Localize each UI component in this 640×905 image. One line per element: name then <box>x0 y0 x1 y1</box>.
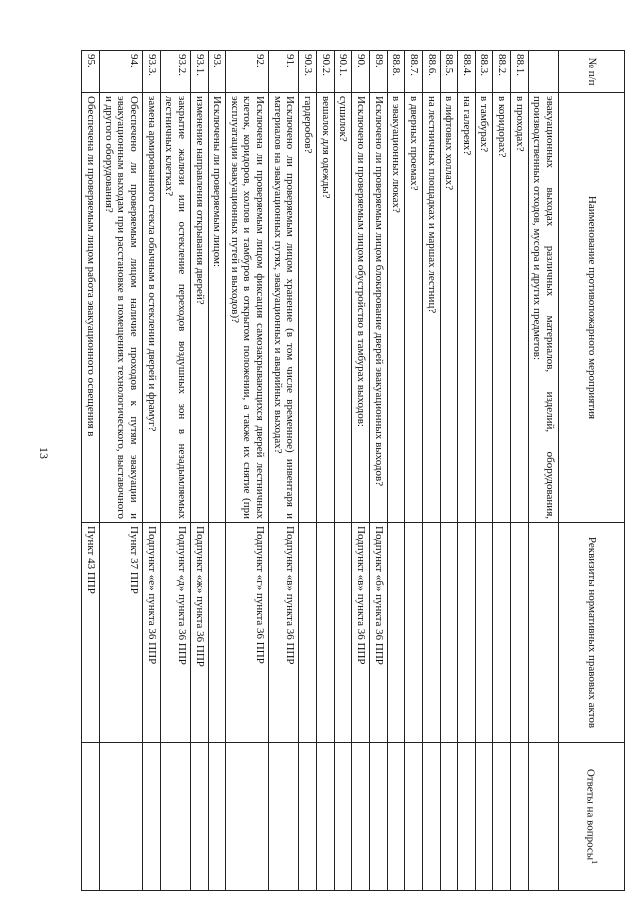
row-requisites: Подпункт «д» пункта 36 ППР <box>160 523 190 743</box>
table-row <box>405 51 423 891</box>
row-num: 93.1. <box>190 51 208 93</box>
row-num: 88.5. <box>440 51 458 93</box>
row-answer[interactable] <box>369 743 387 891</box>
row-name: Исключена ли проверяемым лицом фиксация самозакрывающихся дверей лестничных клеток, коридоров, холлов и тамбуров в открытом положении, а также их снятие (при эксплуатации эвакуационных путей и выходов)? <box>226 93 269 523</box>
table-row <box>334 51 352 891</box>
table-row <box>208 51 226 891</box>
row-num: 88.2. <box>493 51 511 93</box>
row-name: в дверных проемах? <box>405 93 423 523</box>
row-num: 88.8. <box>387 51 405 93</box>
row-requisites: Подпункт «ж» пункта 36 ППР <box>190 523 208 743</box>
row-num: 90.3. <box>299 51 317 93</box>
header-answers-label: Ответы на вопросы <box>584 768 597 861</box>
table-row <box>299 51 317 891</box>
row-requisites <box>528 523 558 743</box>
row-requisites <box>299 523 317 743</box>
row-num: 88.6. <box>422 51 440 93</box>
row-name: в тамбурах? <box>475 93 493 523</box>
table-header-row <box>559 51 625 891</box>
row-name: Исключено ли проверяемым лицом блокирование дверей эвакуационных выходов? <box>369 93 387 523</box>
row-requisites <box>511 523 529 743</box>
row-num: 88.4. <box>458 51 476 93</box>
header-num: № п/п <box>559 51 625 93</box>
row-name: на лестничных площадках и маршах лестниц? <box>422 93 440 523</box>
row-requisites: Пункт 43 ППР <box>82 523 100 743</box>
row-num: 90.1. <box>334 51 352 93</box>
row-name: вешалок для одежды? <box>317 93 335 523</box>
row-name: Исключены ли проверяемым лицом: <box>208 93 226 523</box>
table-row <box>142 51 160 891</box>
table-row <box>269 51 299 891</box>
row-answer[interactable] <box>317 743 335 891</box>
table-row <box>160 51 190 891</box>
row-num: 90. <box>352 51 370 93</box>
row-name: Исключено ли проверяемым лицом хранение (в том числе временное) инвентаря и материалов на эвакуационных путях, эвакуационных и аварийных выходах? <box>269 93 299 523</box>
page-number: 13 <box>37 447 51 459</box>
row-name: закрытие жалюзи или остекление переходов воздушных зон в незадымляемых лестничных клетках? <box>160 93 190 523</box>
table-row <box>317 51 335 891</box>
table-row <box>458 51 476 891</box>
header-name: Наименование противопожарного мероприятия <box>559 93 625 523</box>
row-answer[interactable] <box>82 743 100 891</box>
table-row <box>475 51 493 891</box>
row-num: 92. <box>226 51 269 93</box>
table-row <box>387 51 405 891</box>
row-requisites <box>317 523 335 743</box>
row-requisites: Подпункт «г» пункта 36 ППР <box>226 523 269 743</box>
table-row <box>422 51 440 891</box>
header-answers <box>559 743 625 891</box>
row-num: 90.2. <box>317 51 335 93</box>
row-num <box>528 51 558 93</box>
table-row <box>352 51 370 891</box>
row-num: 94. <box>100 51 143 93</box>
row-name: Обеспечена ли проверяемым лицом работа эвакуационного освещения в <box>82 93 100 523</box>
footnote-marker: 1 <box>590 860 600 865</box>
header-requisites: Реквизиты нормативных правовых актов <box>559 523 625 743</box>
row-name: в проходах? <box>511 93 529 523</box>
row-num: 91. <box>269 51 299 93</box>
row-answer[interactable] <box>100 743 143 891</box>
row-answer[interactable] <box>405 743 423 891</box>
row-requisites <box>422 523 440 743</box>
row-answer[interactable] <box>528 743 558 891</box>
row-requisites: Подпункт «е» пункта 36 ППР <box>142 523 160 743</box>
row-num: 93.2. <box>160 51 190 93</box>
row-answer[interactable] <box>190 743 208 891</box>
row-num: 89. <box>369 51 387 93</box>
row-requisites <box>493 523 511 743</box>
row-answer[interactable] <box>226 743 269 891</box>
row-answer[interactable] <box>334 743 352 891</box>
row-name: Обеспечено ли проверяемым лицом наличие проходов к путям эвакуации и эвакуационным выходам при расстановке в помещениях технологического, выставочного и другого оборудования? <box>100 93 143 523</box>
row-name: сушилок? <box>334 93 352 523</box>
row-name: в эвакуационных люках? <box>387 93 405 523</box>
row-requisites <box>440 523 458 743</box>
row-requisites <box>387 523 405 743</box>
row-answer[interactable] <box>422 743 440 891</box>
row-requisites: Подпункт «в» пункта 36 ППР <box>352 523 370 743</box>
row-answer[interactable] <box>458 743 476 891</box>
row-num: 93.3. <box>142 51 160 93</box>
row-answer[interactable] <box>352 743 370 891</box>
row-requisites <box>334 523 352 743</box>
row-name: изменение направления открывания дверей? <box>190 93 208 523</box>
table-row <box>100 51 143 891</box>
row-name: эвакуационных выходах различных материалов, изделий, оборудования, производственных отходов, мусора и других предметов: <box>528 93 558 523</box>
row-answer[interactable] <box>208 743 226 891</box>
row-name: в коридорах? <box>493 93 511 523</box>
row-requisites <box>405 523 423 743</box>
row-requisites <box>475 523 493 743</box>
row-num: 95. <box>82 51 100 93</box>
row-name: Исключено ли проверяемым лицом обустройство в тамбурах выходов: <box>352 93 370 523</box>
row-name: на галереях? <box>458 93 476 523</box>
table-row <box>82 51 100 891</box>
table-row <box>511 51 529 891</box>
row-answer[interactable] <box>299 743 317 891</box>
row-answer[interactable] <box>269 743 299 891</box>
row-requisites: Пункт 37 ППР <box>100 523 143 743</box>
row-name: замена армированного стекла обычным в остеклении дверей и фрамуг? <box>142 93 160 523</box>
row-answer[interactable] <box>475 743 493 891</box>
checklist-table <box>81 50 625 891</box>
rotated-table-container <box>85 50 625 890</box>
table-row <box>226 51 269 891</box>
row-answer[interactable] <box>160 743 190 891</box>
row-name: в лифтовых холлах? <box>440 93 458 523</box>
row-answer[interactable] <box>511 743 529 891</box>
row-requisites <box>208 523 226 743</box>
row-num: 88.1. <box>511 51 529 93</box>
row-answer[interactable] <box>142 743 160 891</box>
row-answer[interactable] <box>387 743 405 891</box>
table-row <box>528 51 558 891</box>
row-requisites: Подпункт «б» пункта 36 ППР <box>369 523 387 743</box>
row-answer[interactable] <box>440 743 458 891</box>
row-num: 88.7. <box>405 51 423 93</box>
row-num: 93. <box>208 51 226 93</box>
row-requisites: Подпункт «в» пункта 36 ППР <box>269 523 299 743</box>
row-answer[interactable] <box>493 743 511 891</box>
table-row <box>369 51 387 891</box>
row-name: гардеробов? <box>299 93 317 523</box>
table-row <box>190 51 208 891</box>
table-row <box>493 51 511 891</box>
row-num: 88.3. <box>475 51 493 93</box>
row-requisites <box>458 523 476 743</box>
table-row <box>440 51 458 891</box>
